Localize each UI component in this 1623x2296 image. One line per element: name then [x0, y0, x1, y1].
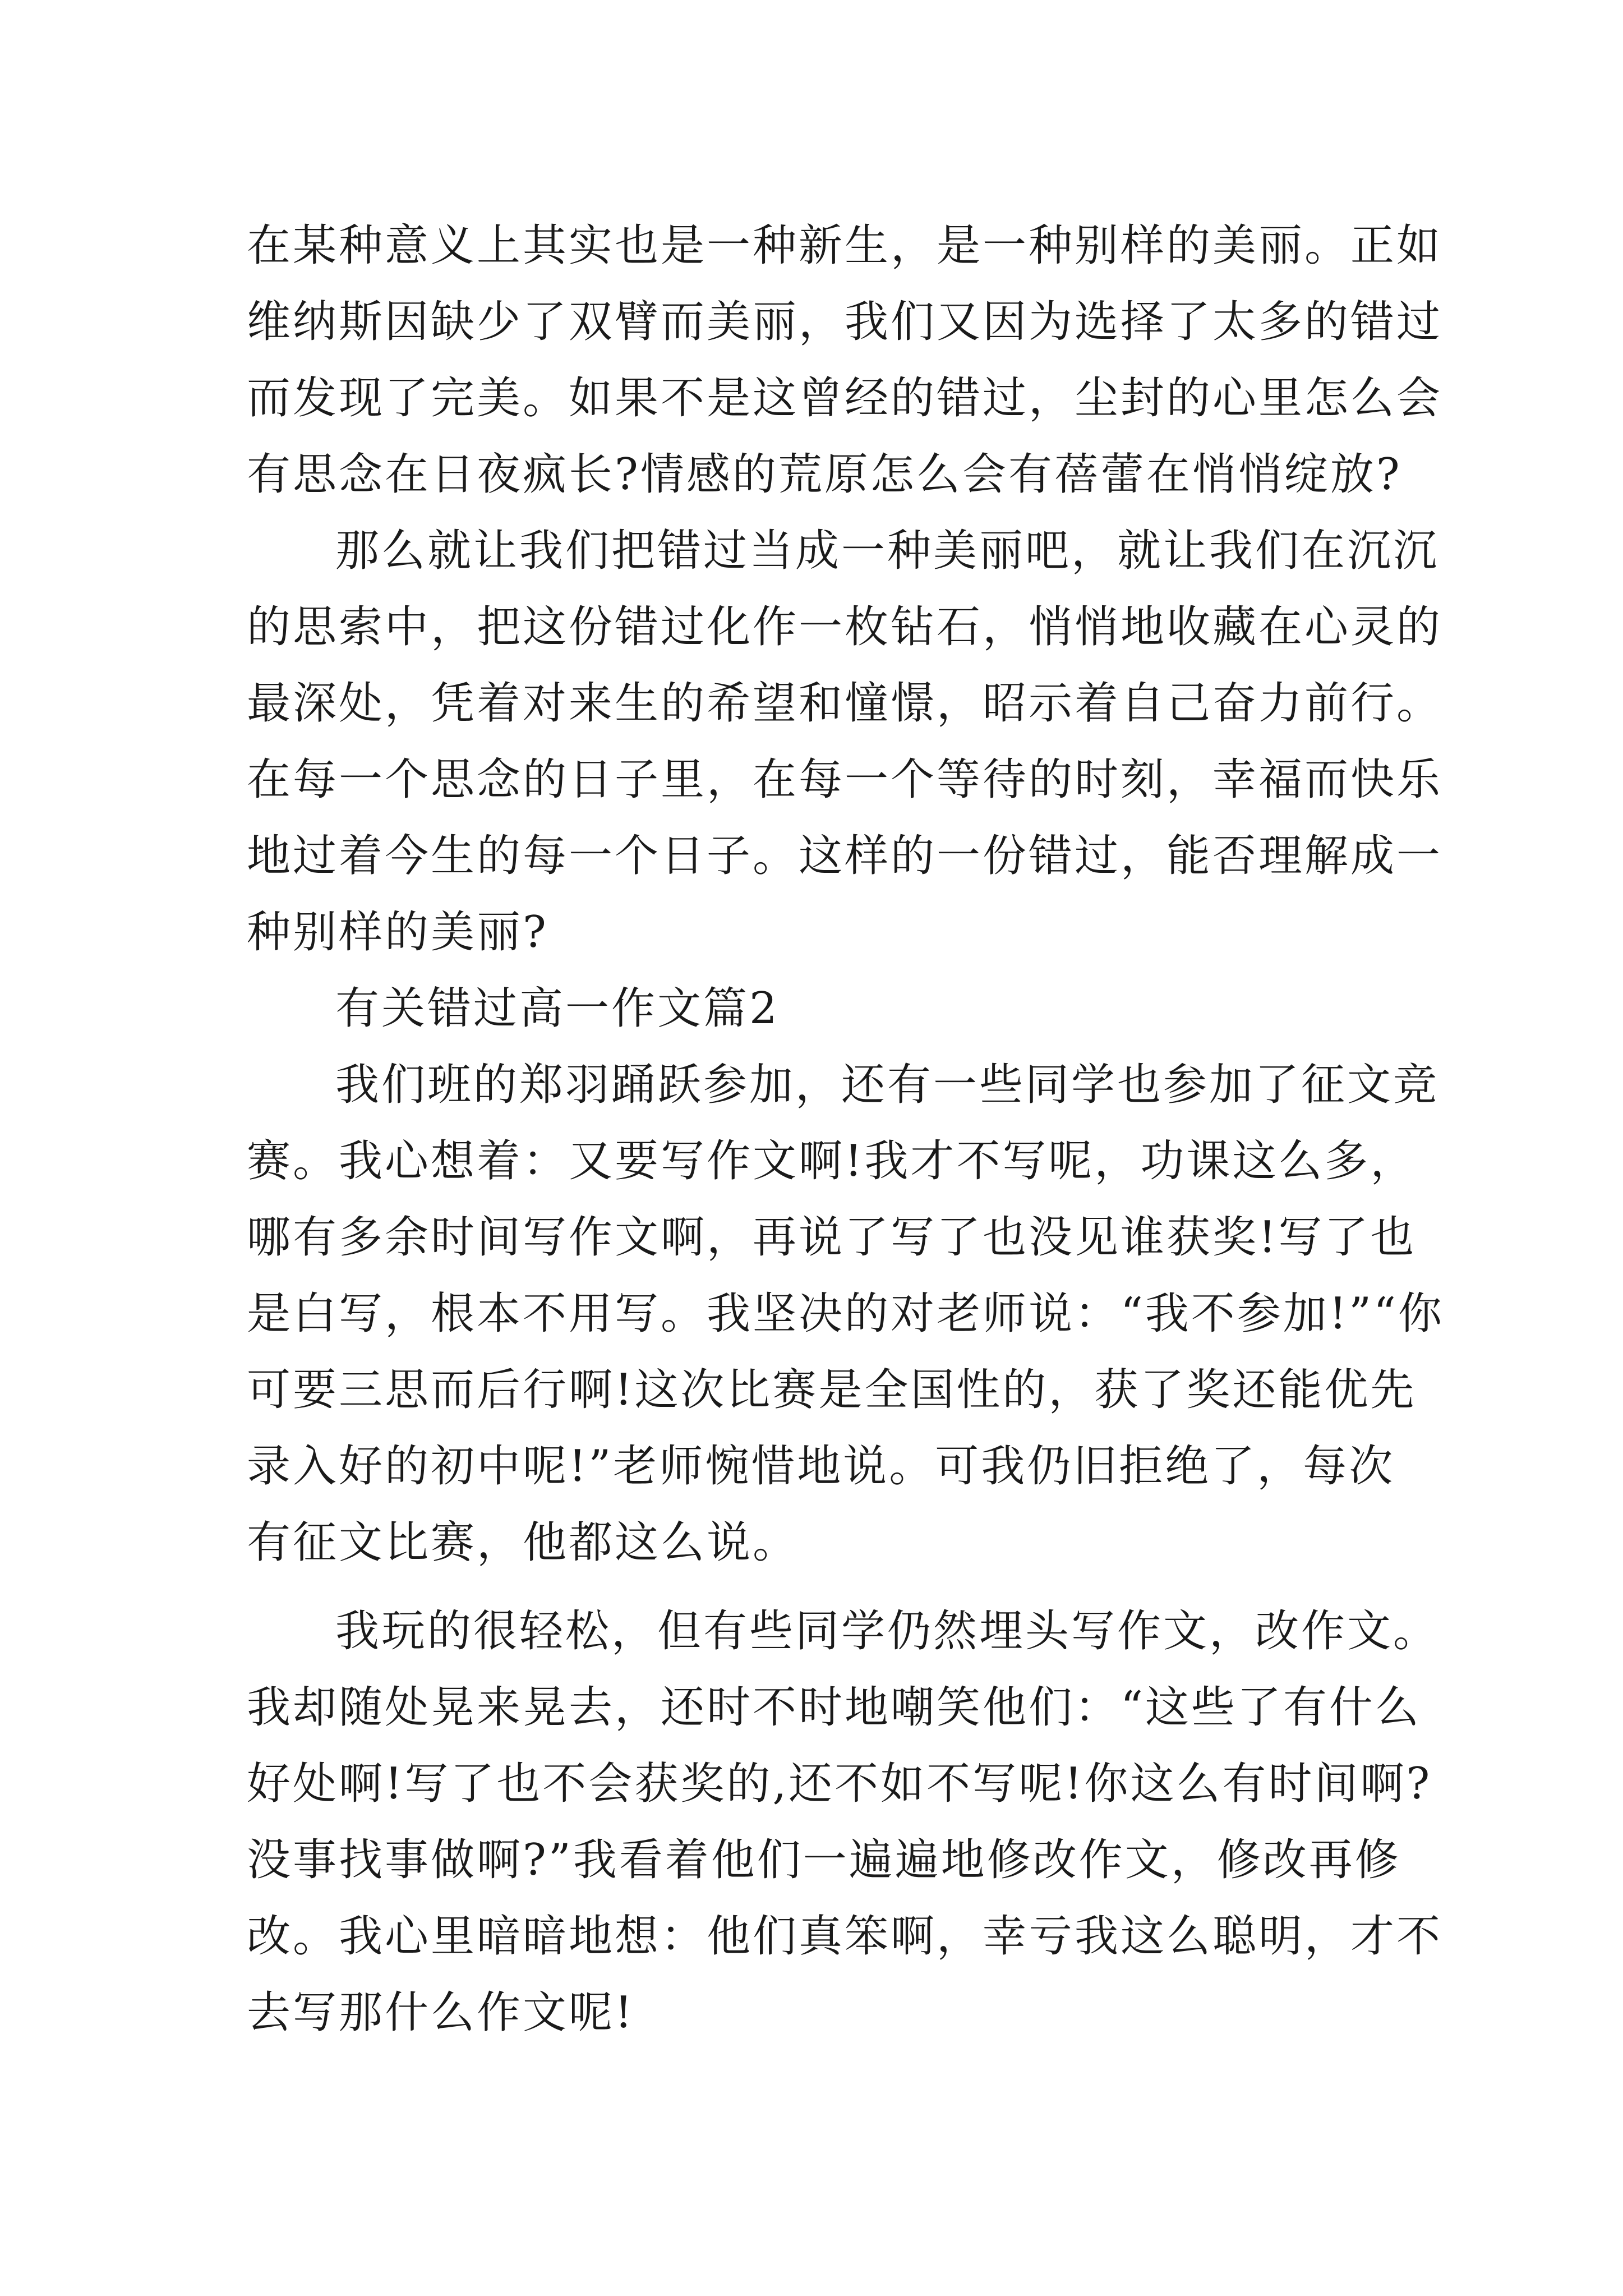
text-line: 改。我心里暗暗地想：他们真笨啊，幸亏我这么聪明，才不	[247, 1911, 1443, 1962]
text-line: 录入好的初中呢!”老师惋惜地说。可我仍旧拒绝了，每次	[247, 1441, 1395, 1492]
text-line: 地过着今生的每一个日子。这样的一份错过，能否理解成一	[247, 831, 1443, 881]
document-body	[247, 208, 1444, 2051]
text-line: 好处啊!写了也不会获奖的,还不如不写呢!你这么有时间啊?	[247, 1759, 1432, 1809]
text-line: 有征文比赛，他都这么说。	[247, 1517, 799, 1568]
text-line: 在每一个思念的日子里，在每一个等待的时刻，幸福而快乐	[247, 754, 1443, 805]
text-line: 而发现了完美。如果不是这曾经的错过，尘封的心里怎么会	[247, 373, 1443, 424]
text-line: 没事找事做啊?”我看着他们一遍遍地修改作文，修改再修	[247, 1835, 1401, 1885]
paragraph-start-line: 那么就让我们把错过当成一种美丽吧，就让我们在沉沉	[335, 526, 1440, 576]
text-line: 可要三思而后行啊!这次比赛是全国性的，获了奖还能优先	[247, 1365, 1417, 1415]
text-line: 维纳斯因缺少了双臂而美丽，我们又因为选择了太多的错过	[247, 297, 1443, 347]
text-line: 是白写，根本不用写。我坚决的对老师说：“我不参加!”“你	[247, 1289, 1444, 1339]
text-line: 在某种意义上其实也是一种新生，是一种别样的美丽。正如	[247, 220, 1443, 271]
text-line: 最深处，凭着对来生的希望和憧憬，昭示着自己奋力前行。	[247, 678, 1443, 729]
text-line: 种别样的美丽?	[247, 907, 548, 958]
text-line: 赛。我心想着：又要写作文啊!我才不写呢，功课这么多，	[247, 1136, 1417, 1186]
text-line: 哪有多余时间写作文啊，再说了写了也没见谁获奖!写了也	[247, 1212, 1417, 1263]
text-line: 我却随处晃来晃去，还时不时地嘲笑他们：“这些了有什么	[247, 1682, 1421, 1733]
paragraph-start-line: 我们班的郑羽踊跃参加，还有一些同学也参加了征文竞	[335, 1060, 1440, 1110]
paragraph-start-line: 我玩的很轻松，但有些同学仍然埋头写作文，改作文。	[335, 1606, 1440, 1657]
text-line: 有思念在日夜疯长?情感的荒原怎么会有蓓蕾在悄悄绽放?	[247, 449, 1402, 500]
text-line: 的思索中，把这份错过化作一枚钻石，悄悄地收藏在心灵的	[247, 602, 1443, 652]
section-heading: 有关错过高一作文篇2	[335, 983, 780, 1034]
text-line: 去写那什么作文呢!	[247, 1987, 635, 2038]
